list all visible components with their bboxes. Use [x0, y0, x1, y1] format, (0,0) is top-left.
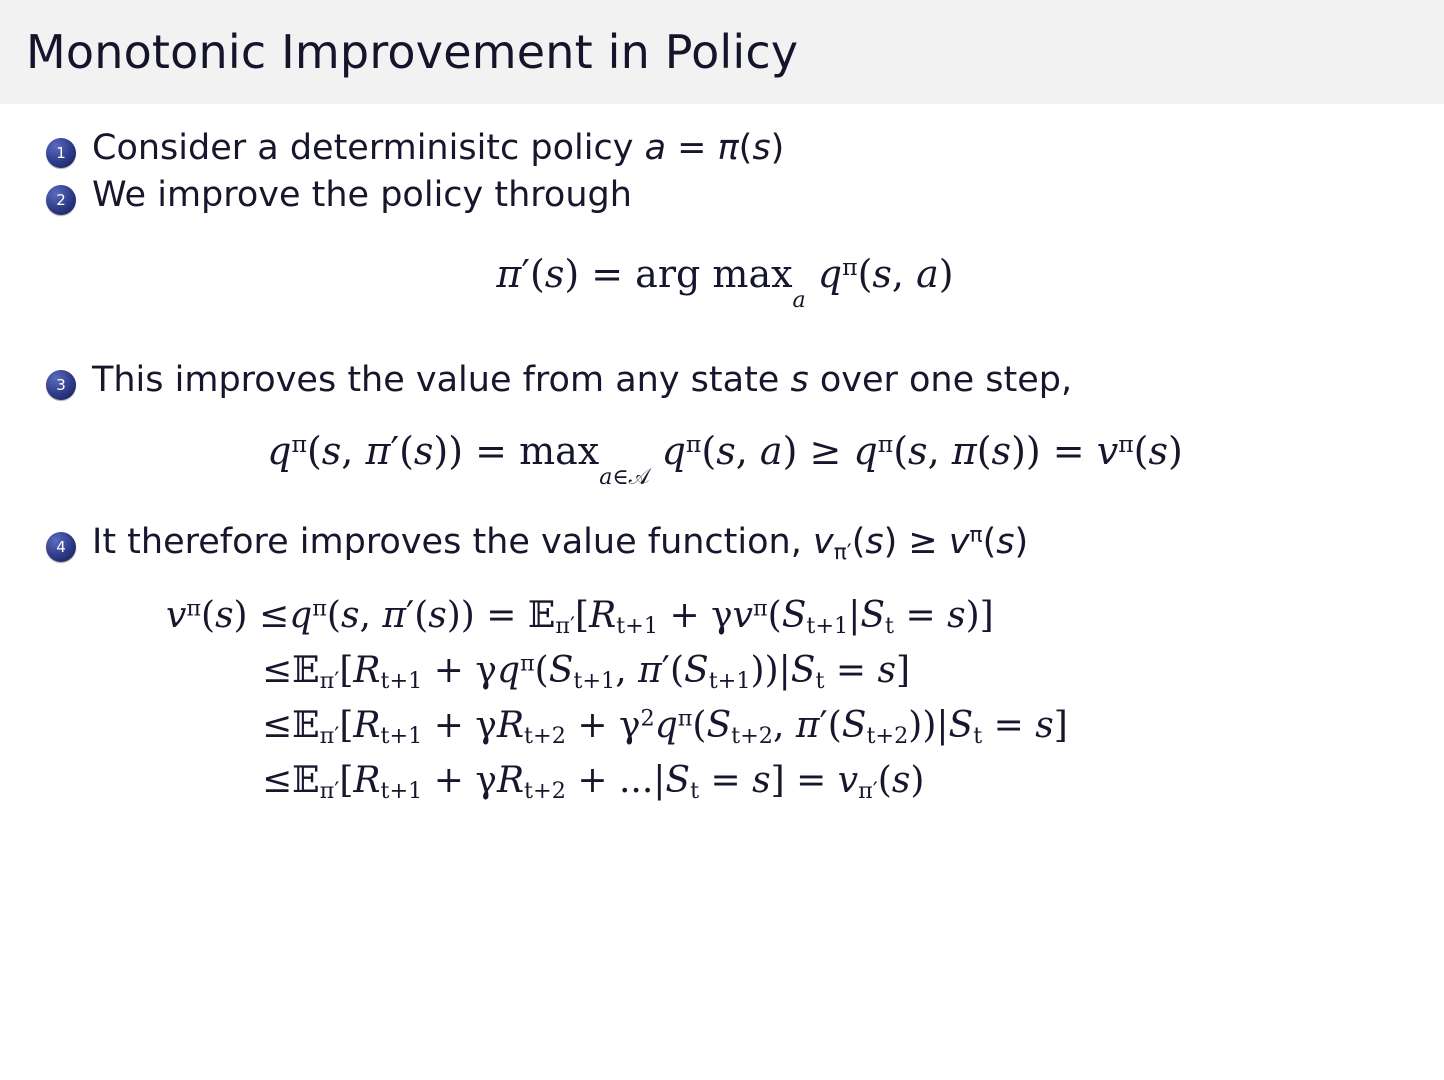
bullet-number-1: 1 — [46, 138, 76, 168]
slide-body — [0, 104, 1444, 809]
list-item — [46, 520, 1404, 567]
equation-derivation-line-4: $\le 𝔼_{\pi'}[R_{t+1} + \gamma R_{t+2} + ...|S_t = s] = v_{\pi'}(s)$ — [262, 760, 925, 805]
list-item-text-1: Consider a determinisitc policy a = π(s) — [92, 128, 785, 168]
bullet-number-2: 2 — [46, 185, 76, 215]
equation-derivation-line-3: $\le 𝔼_{\pi'}[R_{t+1} + \gamma R_{t+2} + \gamma^2q^\pi(S_{t+2}$, $\pi'(S_{t+2}))|S_t = s$] — [262, 705, 1068, 750]
slide-title-bar — [0, 0, 1444, 104]
list-item — [46, 126, 1404, 171]
list-item-text-3: This improves the value from any state s over one step, — [92, 360, 1073, 401]
list-item — [46, 173, 1404, 218]
equation-derivation-line-1: $v^\pi(s) \le q^\pi(s$, $\pi'(s)) = 𝔼_{\pi'}[R_{t+1} + \gamma v^\pi(S_{t+1}|S_t = s)]$ — [166, 594, 994, 640]
equation-derivation — [46, 589, 1404, 810]
equation-one-step: $q^\pi(s$, $\pi'(s)) = \max_{a\in 𝒜} q^\pi(s$, $a) \ge q^\pi(s$, $\pi(s)) = v^\pi(s)$ — [267, 429, 1183, 491]
equation-derivation-line-2: $\le 𝔼_{\pi'}[R_{t+1} + \gamma q^\pi(S_{t+1}$, $\pi'(S_{t+1}))|S_t = s$] — [262, 650, 910, 695]
list-item-text-2: We improve the policy through — [92, 174, 632, 215]
bullet-number-4: 4 — [46, 532, 76, 562]
page-title: Monotonic Improvement in Policy — [26, 25, 799, 79]
bullet-number-3: 3 — [46, 370, 76, 400]
equation-policy-improvement: π′(s) = arg $\max_a q^\pi(s$, a) — [496, 251, 954, 313]
list-item — [46, 358, 1404, 403]
list-item-text-4: It therefore improves the value function, $v_{\pi'}(s) \ge v^\pi(s)$ — [92, 522, 1029, 566]
